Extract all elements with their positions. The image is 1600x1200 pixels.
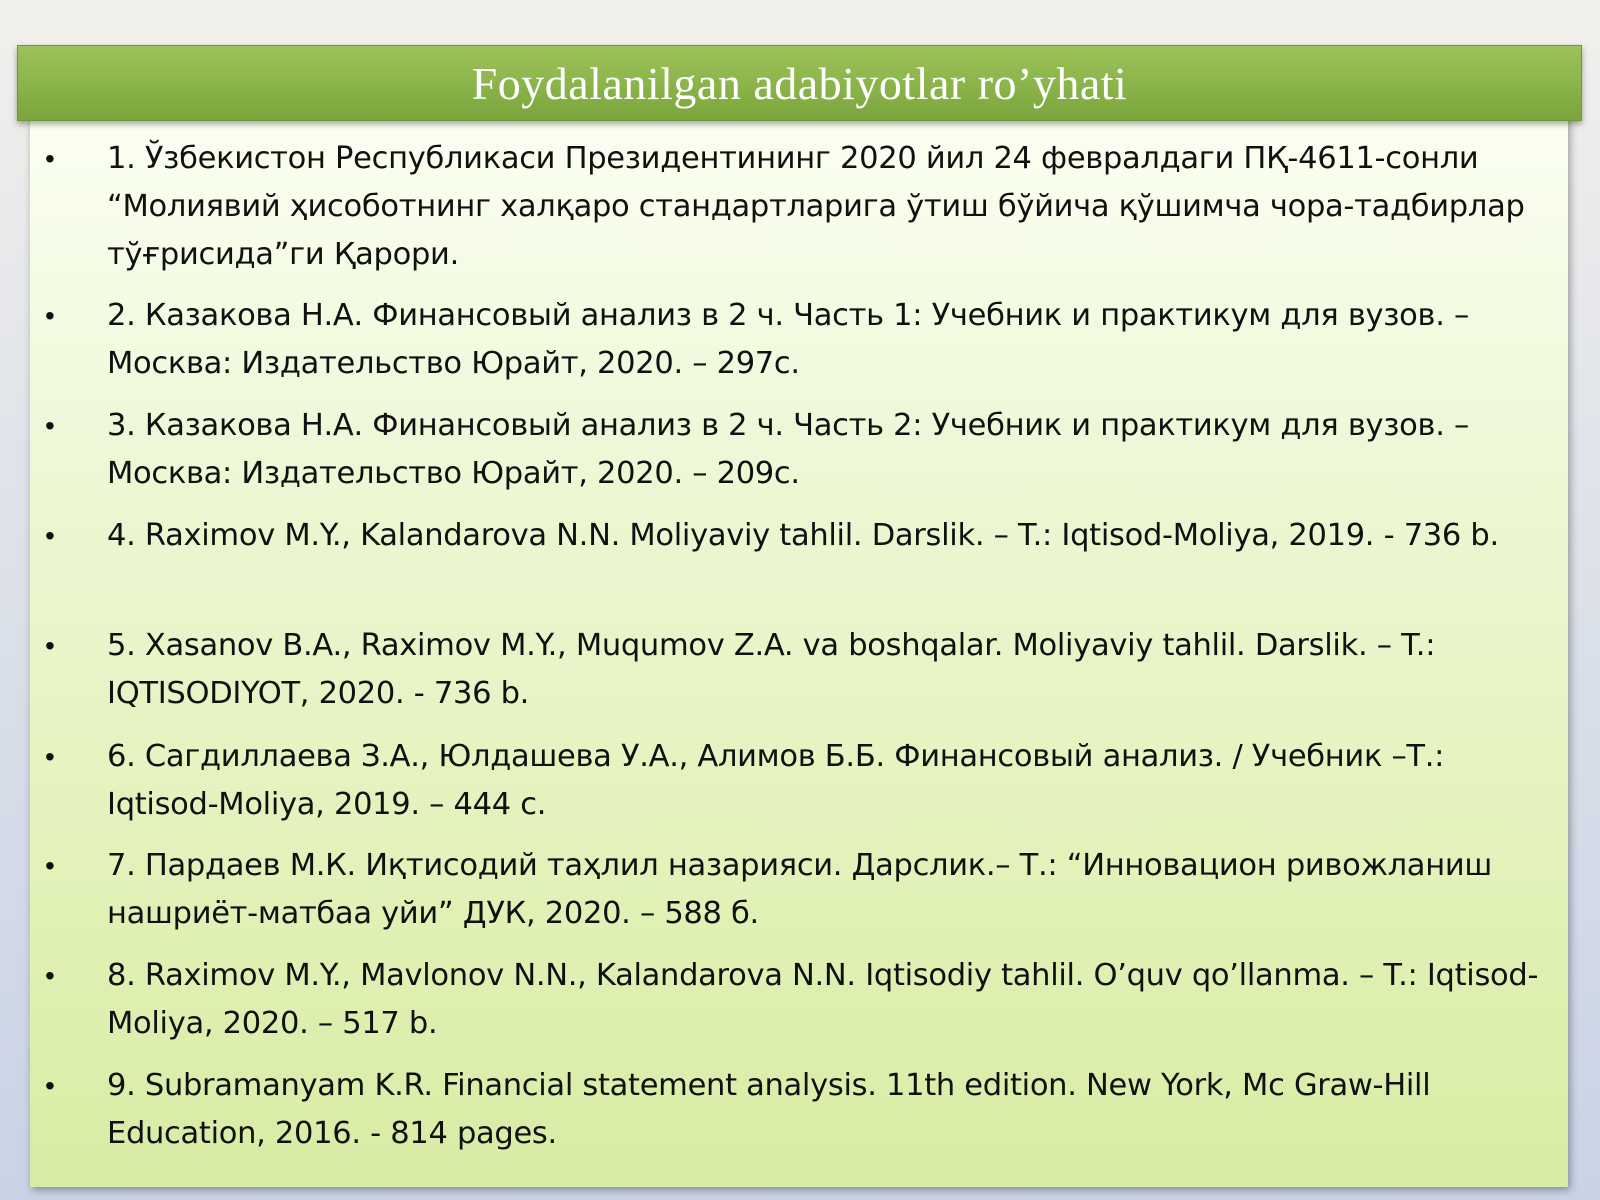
reference-text: 7. Пардаев М.К. Иқтисодий таҳлил назарияси. Дарслик.– Т.: “Инновацион ривожланиш нашриёт-матбаа уйи” ДУК, 2020. – 588 б. [107, 848, 1492, 931]
references-panel [30, 115, 1568, 1187]
reference-text: 1. Ўзбекистон Республикаси Президентининг 2020 йил 24 февралдаги ПҚ-4611-сонли “Молиявий ҳисоботнинг халқаро стандартларига ўтиш бўйича қўшимча чора-тадбирлар тўғрисида”ги Қарори. [107, 141, 1525, 272]
bullet-icon: • [45, 520, 55, 551]
slide-title: Foydalanilgan adabiyotlar ro’yhati [471, 57, 1128, 109]
reference-text: 9. Subramanyam K.R. Financial statement analysis. 11th edition. New York, Mc Graw-Hill Education, 2016. - 814 pages. [107, 1068, 1431, 1151]
bullet-icon: • [45, 850, 55, 881]
reference-text: 2. Казакова Н.А. Финансовый анализ в 2 ч. Часть 1: Учебник и практикум для вузов. – Москва: Издательство Юрайт, 2020. – 297с. [107, 298, 1469, 381]
bullet-icon: • [45, 960, 55, 991]
bullet-icon: • [45, 143, 55, 174]
bullet-icon: • [45, 741, 55, 772]
reference-text: 4. Raximov M.Y., Kalandarova N.N. Moliyaviy tahlil. Darslik. – T.: Iqtisod-Moliya, 2019. - 736 b. [107, 518, 1499, 553]
title-bar [17, 45, 1582, 121]
reference-text: 8. Raximov M.Y., Mavlonov N.N., Kalandarova N.N. Iqtisodiy tahlil. O’quv qo’llanma. – T.: Iqtisod-Moliya, 2020. – 517 b. [107, 958, 1539, 1041]
bullet-icon: • [45, 410, 55, 441]
reference-text: 3. Казакова Н.А. Финансовый анализ в 2 ч. Часть 2: Учебник и практикум для вузов. – Москва: Издательство Юрайт, 2020. – 209с. [107, 408, 1469, 491]
bullet-icon: • [45, 630, 55, 661]
bullet-icon: • [45, 1070, 55, 1101]
bullet-icon: • [45, 300, 55, 331]
reference-text: 6. Сагдиллаева З.А., Юлдашева У.А., Алимов Б.Б. Финансовый анализ. / Учебник –Т.: Iqtisod-Moliya, 2019. – 444 с. [107, 739, 1445, 822]
slide-top-band [0, 0, 1600, 40]
reference-text: 5. Xasanov B.A., Raximov M.Y., Muqumov Z.A. va boshqalar. Moliyaviy tahlil. Darslik. – T.: IQTISODIYOT, 2020. - 736 b. [107, 628, 1436, 711]
